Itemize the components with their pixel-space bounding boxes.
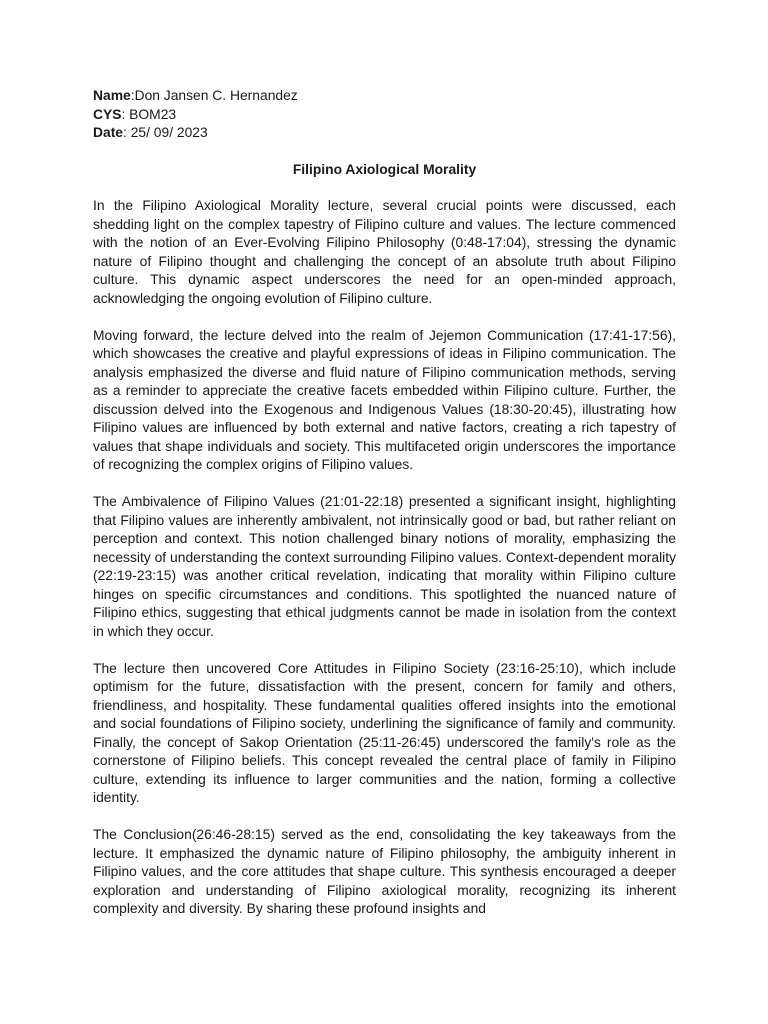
paragraph-intro: In the Filipino Axiological Morality lecture, several crucial points were discussed, each shedding light on the complex tapestry of Filipino culture and values. The lecture commenced with the notion of an Ever-Evolving Filipino Philosophy (0:48-17:04), stressing the dynamic nature of Filipino thought and challenging the concept of an absolute truth about Filipino culture. This dynamic aspect underscores the need for an open-minded approach, acknowledging the ongoing evolution of Filipino culture. [93, 197, 676, 306]
paragraph-conclusion: The Conclusion(26:46-28:15) served as the end, consolidating the key takeaways from the lecture. It emphasized the dynamic nature of Filipino philosophy, the ambiguity inherent in Filipino values, and the core attitudes that shape culture. This synthesis encouraged a deeper exploration and understanding of Filipino axiological morality, recognizing its inherent complexity and diversity. By sharing these profound insights and [93, 826, 676, 916]
paragraph-ambivalence: The Ambivalence of Filipino Values (21:01-22:18) presented a significant insight, highlighting that Filipino values are inherently ambivalent, not intrinsically good or bad, but rather reliant on perception and context. This notion challenged binary notions of morality, emphasizing the necessity of understanding the context surrounding Filipino values. Context-dependent morality (22:19-23:15) was another critical revelation, indicating that morality within Filipino culture hinges on specific circumstances and conditions. This spotlighted the nuanced nature of Filipino ethics, suggesting that ethical judgments cannot be made in isolation from the context in which they occur. [93, 493, 676, 639]
name-value: :Don Jansen C. Hernandez [130, 87, 298, 103]
name-label: Name [93, 87, 131, 103]
document-title: Filipino Axiological Morality [292, 160, 477, 177]
date-label: Date [93, 124, 124, 140]
cys-line [93, 105, 676, 124]
paragraph-core-attitudes: The lecture then uncovered Core Attitudes in Filipino Society (23:16-25:10), which include optimism for the future, dissatisfaction with the present, concern for family and others, friendliness, and hospitality. These fundamental qualities offered insights into the emotional and social foundations of Filipino society, underlining the significance of family and community. Finally, the concept of Sakop Orientation (25:11-26:45) underscored the family's role as the cornerstone of Filipino beliefs. This concept revealed the central place of family in Filipino culture, extending its influence to larger communities and the nation, forming a collective identity. [93, 659, 676, 805]
name-line [93, 86, 676, 105]
date-value: : 25/ 09/ 2023 [123, 124, 208, 140]
cys-value: : BOM23 [121, 105, 177, 122]
paragraph-jejemon: Moving forward, the lecture delved into the realm of Jejemon Communication (17:41-17:56), which showcases the creative and playful expressions of ideas in Filipino communication. The analysis emphasized the diverse and fluid nature of Filipino communication methods, serving as a reminder to appreciate the creative facets embedded within Filipino culture. Further, the discussion delved into the Exogenous and Indigenous Values (18:30-20:45), illustrating how Filipino values are influenced by both external and native factors, creating a rich tapestry of values that shape individuals and society. This multifaceted origin underscores the importance of recognizing the complex origins of Filipino values. [93, 326, 676, 472]
date-line [93, 123, 676, 142]
cys-label: CYS [93, 105, 122, 122]
